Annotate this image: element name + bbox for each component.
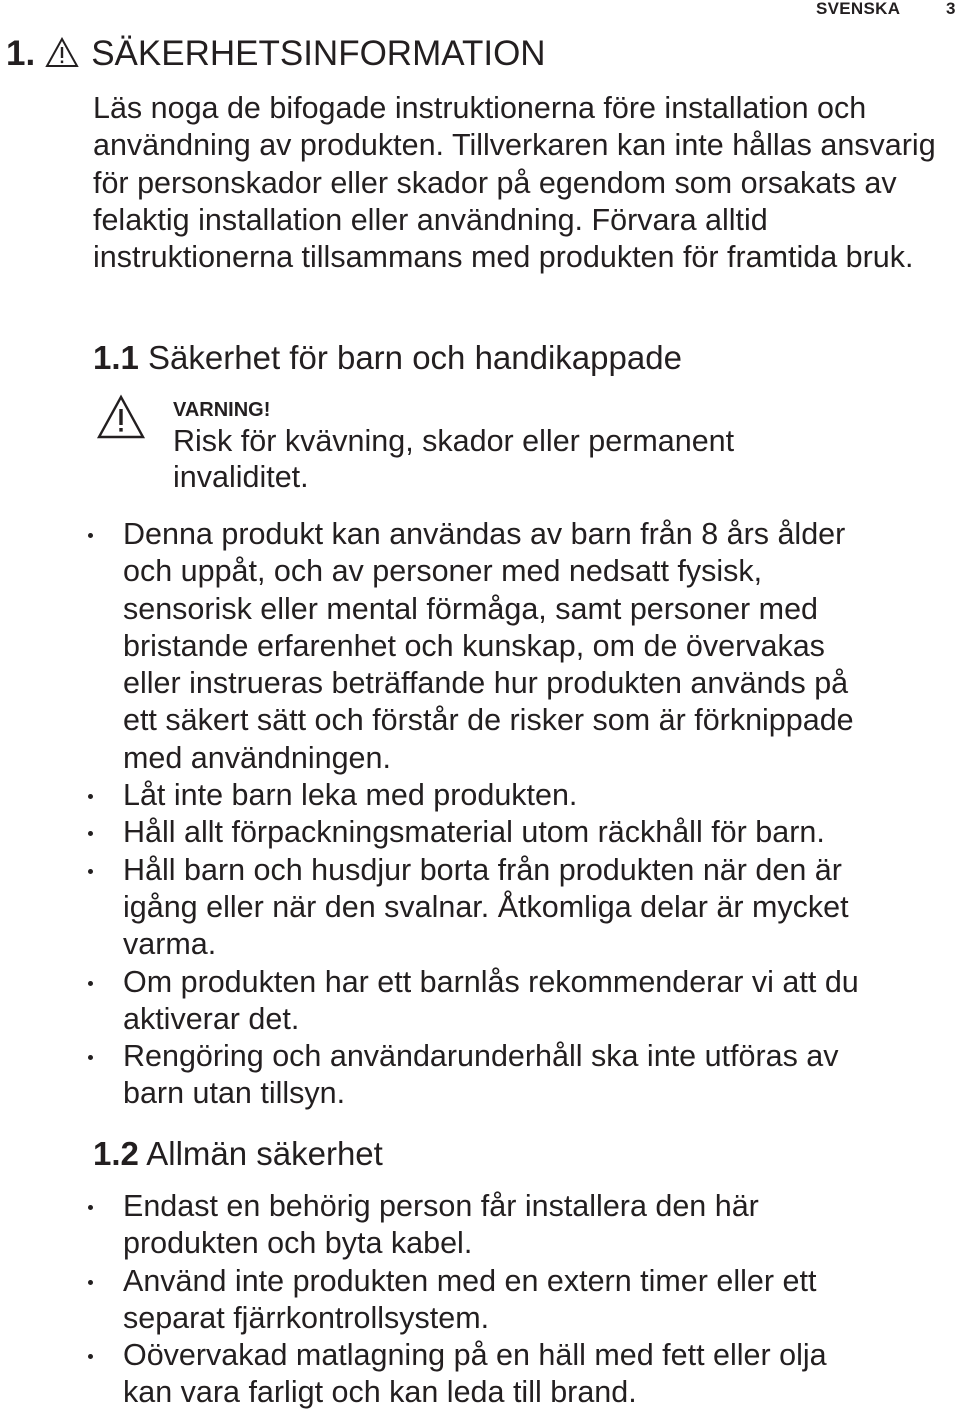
list-item [88, 1188, 958, 1263]
list-item-text: Endast en behörig person får installera den här produkten och byta kabel. [123, 1189, 759, 1261]
list-item [88, 852, 958, 964]
section-1-2-title: Allmän säkerhet [138, 1135, 383, 1172]
list-item [88, 777, 958, 814]
list-item-text: Oövervakad matlagning på en häll med fett eller olja kan vara farligt och kan leda till brand. [123, 1338, 827, 1410]
section-1-2-number: 1.2 [93, 1135, 139, 1172]
warning-triangle-icon [45, 37, 79, 68]
list-item-text: Använd inte produkten med en extern timer eller ett separat fjärrkontrollsystem. [123, 1263, 817, 1335]
list-item-text: Låt inte barn leka med produkten. [123, 778, 578, 813]
section-1-number: 1. [6, 34, 36, 73]
section-1-1-heading [93, 338, 682, 378]
list-item [88, 1038, 958, 1113]
list-item-text: Om produkten har ett barnlås rekommenderar vi att du aktiverar det. [123, 964, 859, 1036]
page-number: 3 [946, 0, 956, 18]
bullet-icon [88, 533, 93, 538]
intro-paragraph: Läs noga de bifogade instruktionerna före installation och användning av produkten. Tillverkaren kan inte hållas ansvarig för personskador eller skador på egendom som orsakats av felaktig installation eller användning. Förvara alltid instruktionerna tillsammans med produkten för framtida bruk. [93, 91, 936, 275]
list-item [88, 1337, 958, 1412]
bullet-icon [88, 1280, 93, 1285]
warning-label: VARNING! [173, 399, 271, 421]
warning-triangle-icon [96, 394, 146, 440]
bullet-icon [88, 794, 93, 799]
list-item-text: Håll allt förpackningsmaterial utom räckhåll för barn. [123, 815, 825, 850]
header-language: SVENSKA [816, 0, 901, 18]
list-item [88, 814, 958, 851]
section-1-1-title: Säkerhet för barn och handikappade [138, 339, 682, 376]
section-1-2-heading [93, 1134, 383, 1174]
section-1-1-number: 1.1 [93, 339, 139, 376]
section-1-title: SÄKERHETSINFORMATION [91, 34, 546, 73]
child-safety-list [88, 516, 958, 1113]
general-safety-list [88, 1188, 958, 1412]
bullet-icon [88, 1205, 93, 1210]
bullet-icon [88, 1354, 93, 1359]
bullet-icon [88, 981, 93, 986]
warning-text: Risk för kvävning, skador eller permanent invaliditet. [173, 424, 735, 494]
list-item [88, 1263, 958, 1338]
bullet-icon [88, 869, 93, 874]
list-item-text: Denna produkt kan användas av barn från 8 års ålder och uppåt, och av personer med nedsatt fysisk, sensorisk eller mental förmåga, samt personer med bristande erfarenhet och kunskap, om de övervakas eller instrueras beträffande hur produkten används på ett säkert sätt och förstår de risker som är förknippade med användningen. [123, 517, 854, 775]
list-item-text: Rengöring och användarunderhåll ska inte utföras av barn utan tillsyn. [123, 1039, 839, 1111]
bullet-icon [88, 831, 93, 836]
list-item [88, 516, 958, 777]
bullet-icon [88, 1055, 93, 1060]
list-item [88, 964, 958, 1039]
section-1-heading [6, 33, 546, 75]
list-item-text: Håll barn och husdjur borta från produkten när den är igång eller när den svalnar. Åtkomliga delar är mycket varma. [123, 852, 849, 962]
